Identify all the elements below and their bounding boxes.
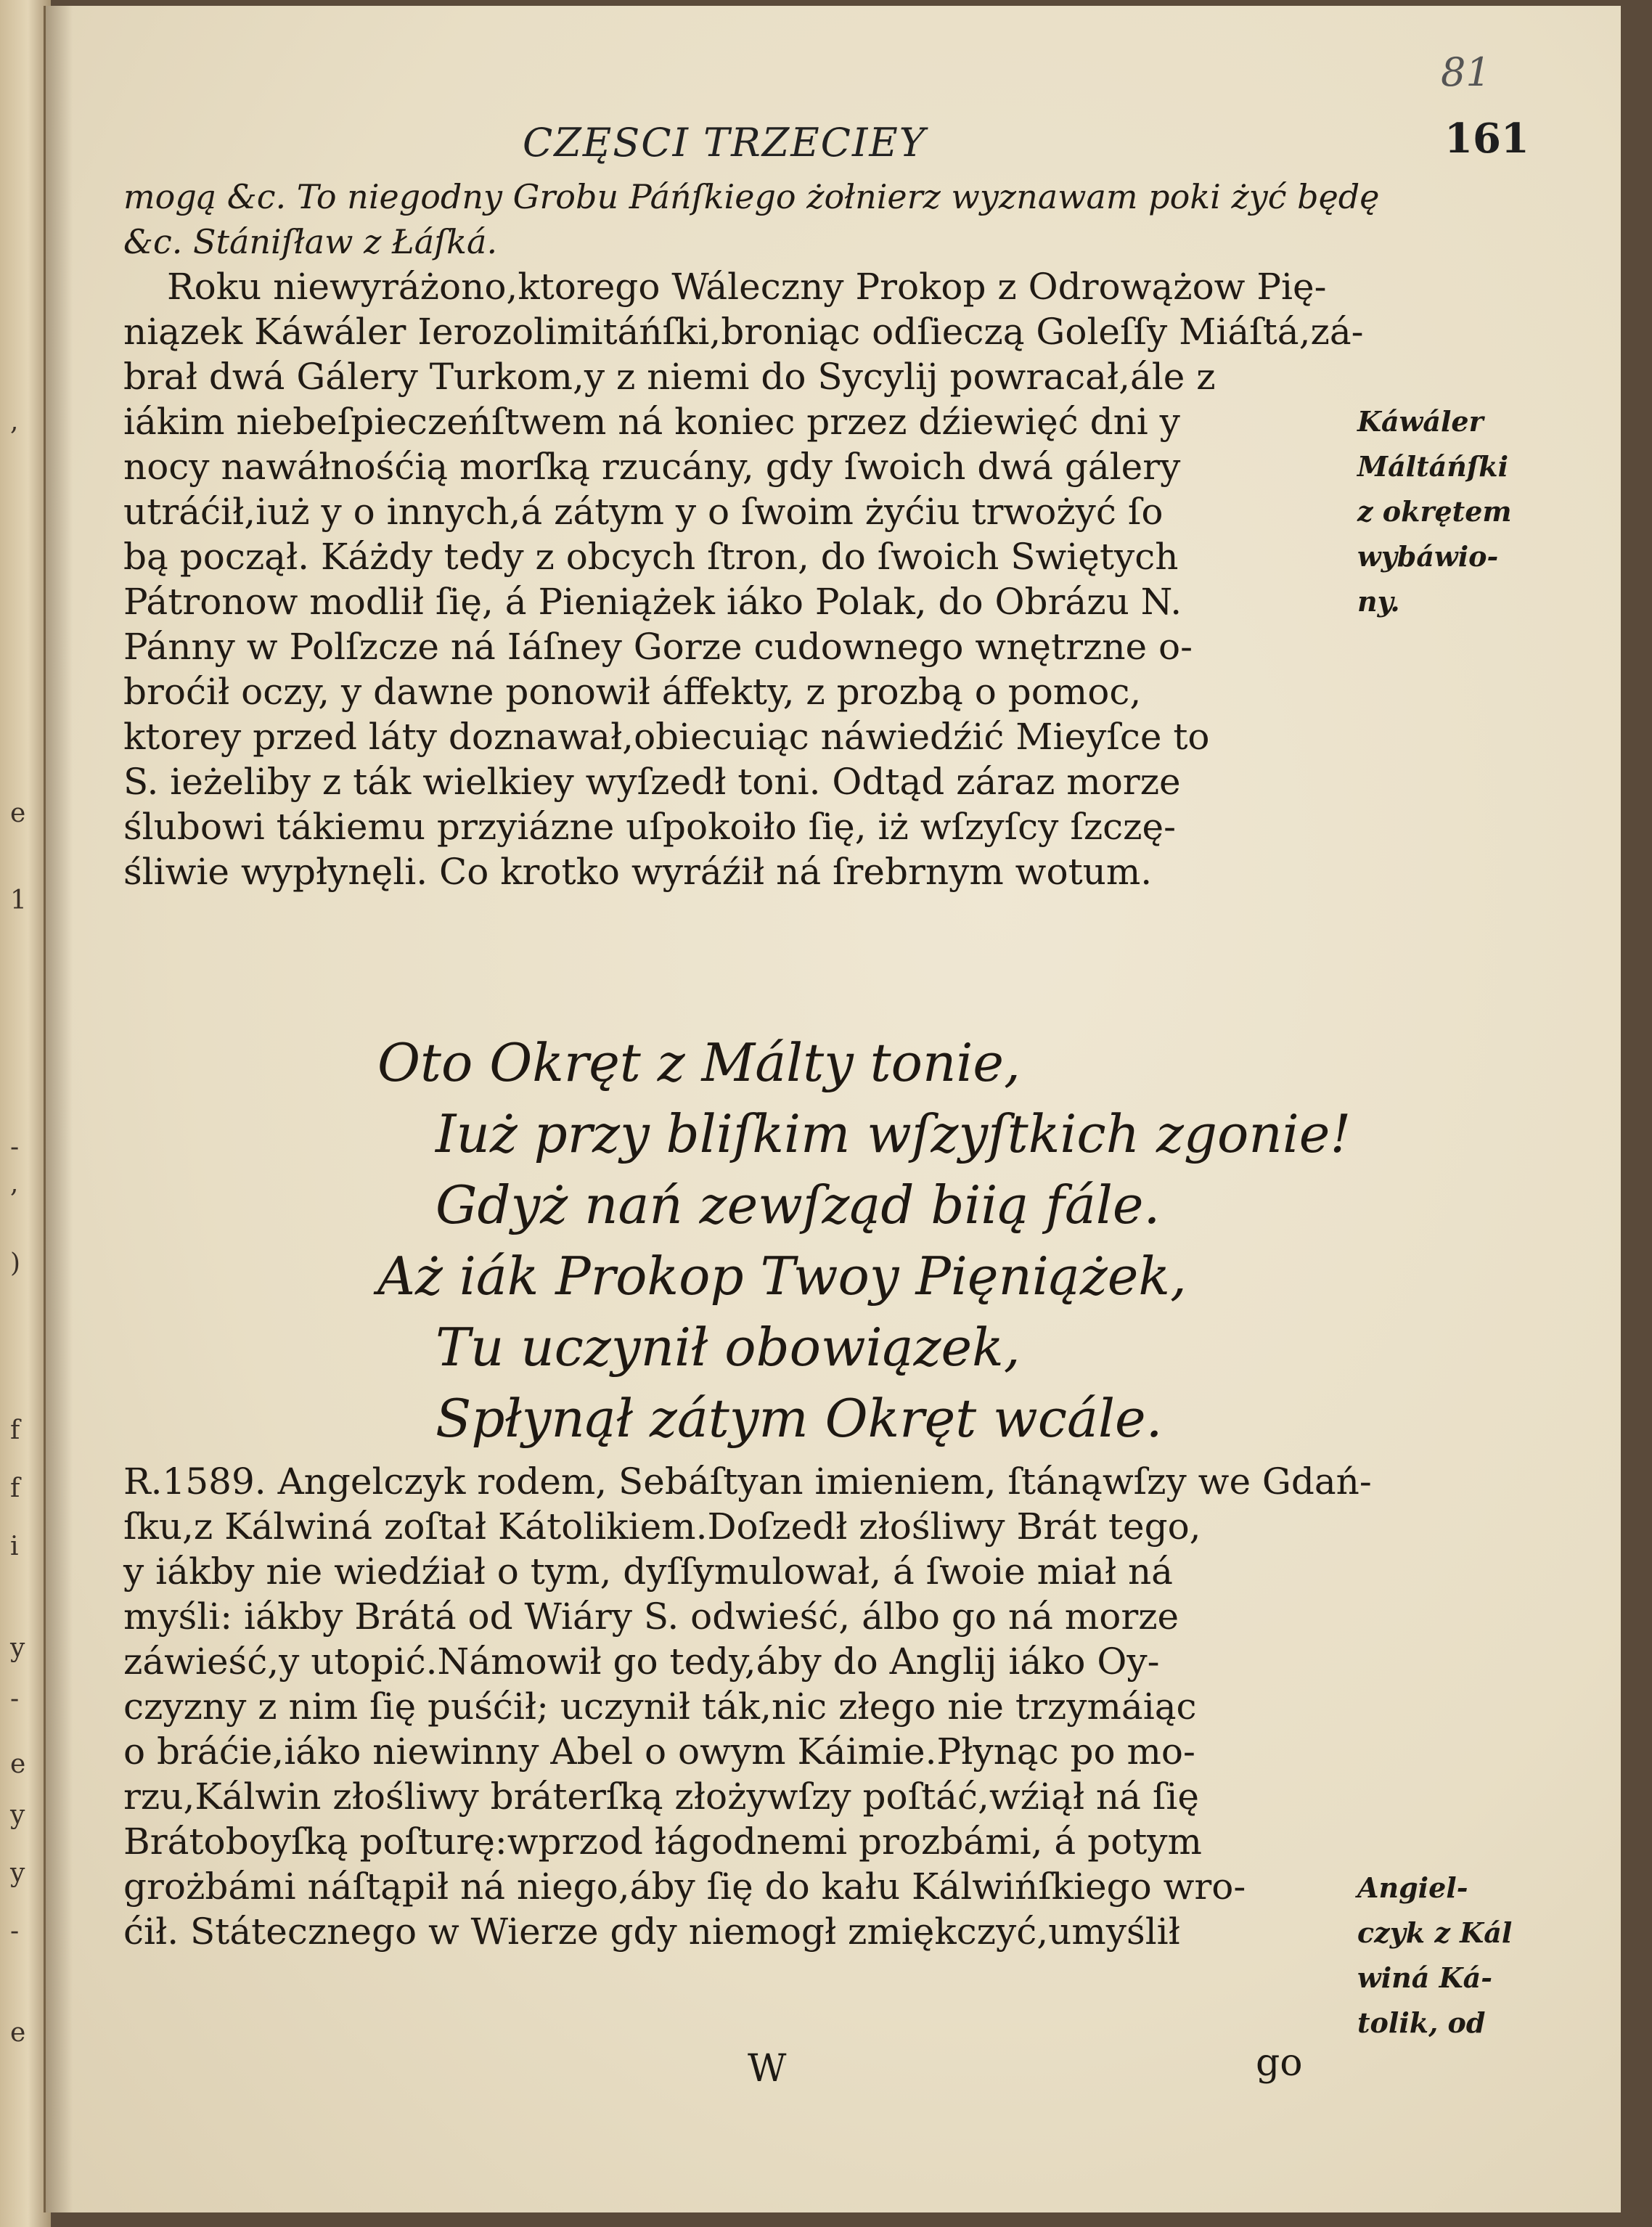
text-line: ſku,z Kálwiná zoſtał Kátolikiem.Doſzedł złośliwy Brát tego, [123, 1505, 1201, 1548]
catchword: go [1256, 2041, 1303, 2085]
votive-poem [356, 1027, 1352, 1454]
poem-verse: Spłynął zátym Okręt wcále. [436, 1388, 1163, 1449]
text-block-2 [123, 1459, 1372, 1954]
text-line: brał dwá Gálery Turkom,y z niemi do Sycylij powracał,ále z [123, 356, 1216, 398]
margin-note-line: tolik, od [1357, 2006, 1486, 2039]
margin-note-line: ny. [1357, 585, 1400, 618]
text-line: Pánny w Polſzcze ná Iáſney Gorze cudownego wnętrzne o- [123, 626, 1193, 668]
margin-note-line: z okrętem [1357, 495, 1512, 528]
margin-note-line: wybáwio- [1357, 540, 1499, 573]
text-line: śliwie wypłynęli. Co krotko wyráźił ná ſrebrnym wotum. [123, 851, 1153, 893]
signature-mark: W [748, 2047, 787, 2091]
text-line: rzu,Kálwin złośliwy bráterſką złożywſzy poſtáć,wźiął ná ſię [123, 1776, 1199, 1818]
text-line: utráćił,iuż y o innych,á zátym y o ſwoim żyćiu trwożyć ſo [123, 491, 1164, 533]
text-line: mogą &c. To niegodny Grobu Páńſkiego żołnierz wyznawam poki żyć będę [123, 177, 1380, 216]
poem-verse: Gdyż nań zewſząd biią fále. [436, 1174, 1161, 1235]
margin-note-maltese-knight [1357, 399, 1575, 624]
text-line: Roku niewyráżono,ktorego Wáleczny Prokop z Odrowążow Pię- [167, 266, 1327, 308]
text-line: o bráćie,iáko niewinny Abel o owym Káimie.Płynąc po mo- [123, 1730, 1195, 1773]
running-head: CZĘSCI TRZECIEY [523, 120, 927, 166]
pencil-folio-number: 81 [1441, 49, 1491, 95]
page-number: 161 [1444, 115, 1529, 163]
page-gutter-shadow [44, 6, 73, 2212]
text-line: ślubowi tákiemu przyiázne uſpokoiło ſię, iż wſzyſcy ſzczę- [123, 806, 1176, 848]
poem-verse: Iuż przy bliſkim wſzyſtkich zgonie! [436, 1103, 1352, 1164]
text-line: Brátoboyſką poſturę:wprzod łágodnemi prozbámi, á potym [123, 1821, 1202, 1863]
text-line: nocy nawáłnośćią morſką rzucány, gdy ſwoich dwá gálery [123, 446, 1181, 488]
text-line: R.1589. Angelczyk rodem, Sebáſtyan imieniem, ſtánąwſzy we Gdań- [123, 1460, 1372, 1503]
margin-note-line: Máltáńſki [1357, 450, 1509, 483]
text-line: iákim niebeſpieczeńſtwem ná koniec przez dźiewięć dni y [123, 401, 1180, 443]
text-line: y iákby nie wiedźiał o tym, dyſſymulował, á ſwoie miał ná [123, 1550, 1173, 1593]
margin-note-line: Káwáler [1357, 405, 1484, 438]
margin-note-englishman [1357, 1866, 1575, 2046]
text-line: záwieść,y utopić.Námowił go tedy,áby do Anglij iáko Oy- [123, 1640, 1160, 1683]
margin-note-line: Angiel- [1357, 1871, 1468, 1904]
text-line: grożbámi náſtąpił ná niego,áby ſię do kału Kálwińſkiego wro- [123, 1866, 1246, 1908]
text-line: &c. Stániſław z Łáſká. [123, 222, 498, 261]
text-line: ktorey przed láty doznawał,obiecuiąc náwiedźić Mieyſce to [123, 716, 1210, 758]
text-line: Pátronow modlił ſię, á Pieniążek iáko Polak, do Obrázu N. [123, 581, 1182, 623]
text-line: niązek Káwáler Ierozolimitáńſki,broniąc odſieczą Goleſſy Miáſtá,zá- [123, 311, 1364, 353]
text-line: bą począł. Káżdy tedy z obcych ſtron, do ſwoich Swiętych [123, 536, 1179, 578]
text-line: ćił. Státecznego w Wierze gdy niemogł zmiękczyć,umyślił [123, 1911, 1180, 1953]
text-line: S. ieżeliby z ták wielkiey wyſzedł toni. Odtąd záraz morze [123, 761, 1181, 803]
text-block-1 [123, 174, 1380, 894]
facing-page-letters: , e 1 - , ) f f i y - e y y - e [10, 406, 27, 2048]
poem-verse: Oto Okręt z Málty tonie, [377, 1032, 1021, 1093]
text-line: broćił oczy, y dawne ponowił áffekty, z prozbą o pomoc, [123, 671, 1142, 713]
poem-verse: Tu uczynił obowiązek, [436, 1317, 1021, 1378]
text-line: myśli: iákby Brátá od Wiáry S. odwieść, álbo go ná morze [123, 1595, 1179, 1638]
text-line: czyzny z nim ſię puśćił; uczynił ták,nic złego nie trzymáiąc [123, 1685, 1197, 1728]
margin-note-line: winá Ká- [1357, 1961, 1493, 1994]
margin-note-line: czyk z Kál [1357, 1916, 1513, 1949]
poem-verse: Aż iák Prokop Twoy Pięniążek, [377, 1246, 1187, 1307]
